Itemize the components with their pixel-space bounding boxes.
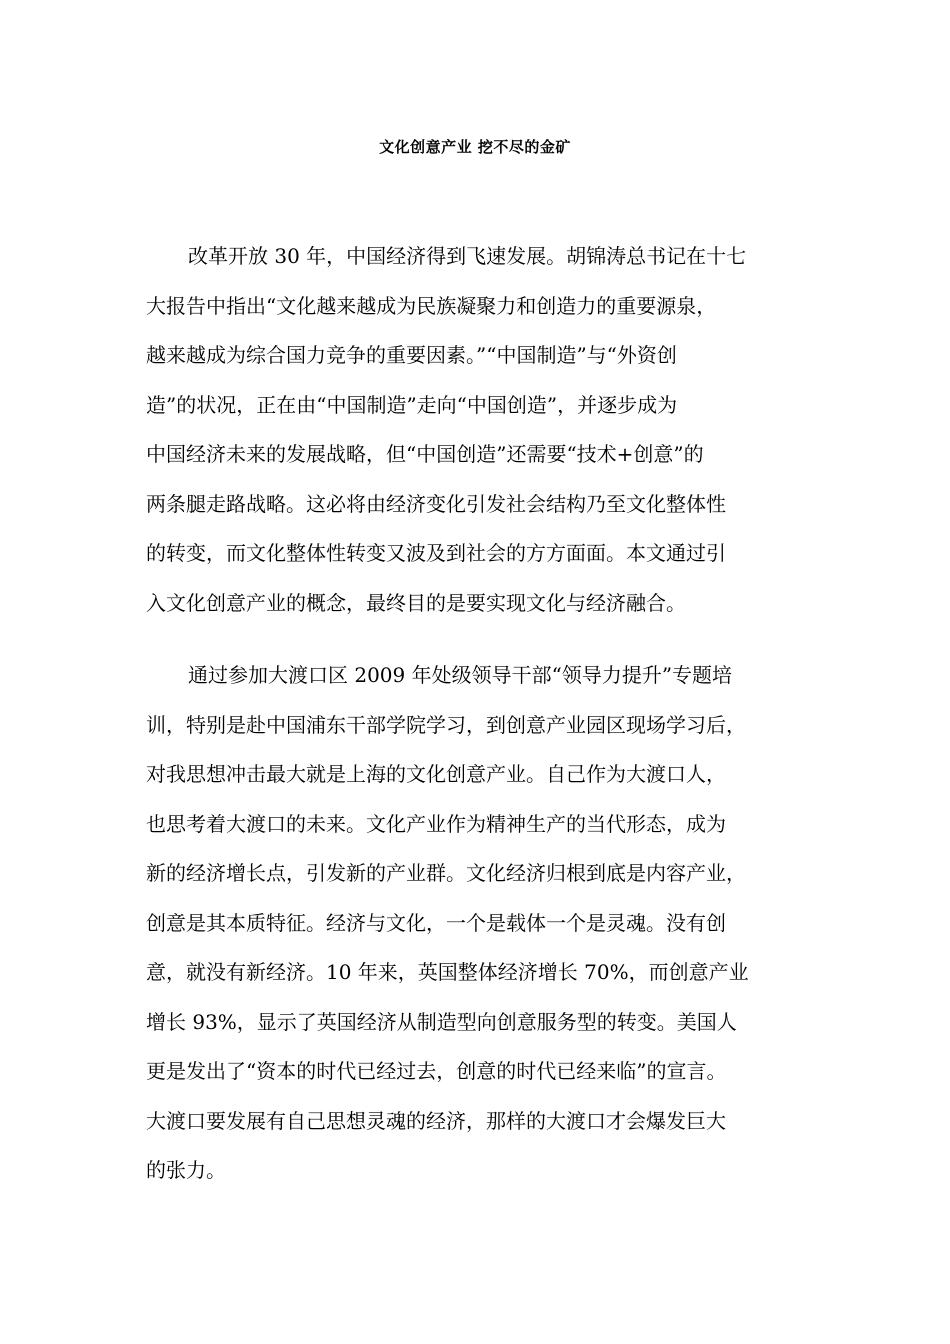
paragraph-line: 训，特别是赴中国浦东干部学院学习，到创意产业园区现场学习后， (146, 712, 746, 737)
paragraph-line: 更是发出了“资本的时代已经过去，创意的时代已经来临”的宣言。 (146, 1059, 727, 1083)
paragraph-line: 造”的状况，正在由“中国制造”走向“中国创造”，并逐步成为 (146, 392, 678, 417)
paragraph-line: 入文化创意产业的概念，最终目的是要实现文化与经济融合。 (146, 590, 686, 615)
paragraph-line: 中国经济未来的发展战略，但“中国创造”还需要“技术+创意”的 (146, 442, 704, 466)
paragraph-line: 新的经济增长点，引发新的产业群。文化经济归根到底是内容产业， (146, 861, 746, 885)
paragraph-line: 也思考着大渡口的未来。文化产业作为精神生产的当代形态，成为 (146, 811, 726, 836)
paragraph-line: 的转变，而文化整体性转变又波及到社会的方方面面。本文通过引 (146, 541, 726, 565)
paragraph-line: 增长 93%，显示了英国经济从制造型向创意服务型的转变。美国人 (146, 1009, 737, 1034)
paragraph-line: 通过参加大渡口区 2009 年处级领导干部“领导力提升”专题培 (188, 663, 733, 687)
paragraph-line: 越来越成为综合国力竞争的重要因素。”“中国制造”与“外资创 (146, 343, 677, 367)
paragraph-line: 大报告中指出“文化越来越成为民族凝聚力和创造力的重要源泉， (146, 293, 717, 318)
paragraph-line: 对我思想冲击最大就是上海的文化创意产业。自己作为大渡口人， (146, 762, 726, 786)
paragraph-2 (146, 651, 808, 1196)
paragraph-line: 的张力。 (146, 1158, 226, 1182)
paragraph-line: 创意是其本质特征。经济与文化，一个是载体一个是灵魂。没有创 (146, 910, 726, 935)
paragraph-line: 改革开放 30 年，中国经济得到飞速发展。胡锦涛总书记在十七 (188, 244, 747, 268)
paragraph-line: 大渡口要发展有自己思想灵魂的经济，那样的大渡口才会爆发巨大 (146, 1108, 726, 1133)
document-title: 文化创意产业 挖不尽的金矿 (379, 138, 571, 156)
paragraph-line: 意，就没有新经济。10 年来，英国整体经济增长 70%，而创意产业 (146, 960, 749, 984)
paragraph-line: 两条腿走路战略。这必将由经济变化引发社会结构乃至文化整体性 (146, 491, 726, 516)
paragraph-1 (146, 232, 808, 628)
